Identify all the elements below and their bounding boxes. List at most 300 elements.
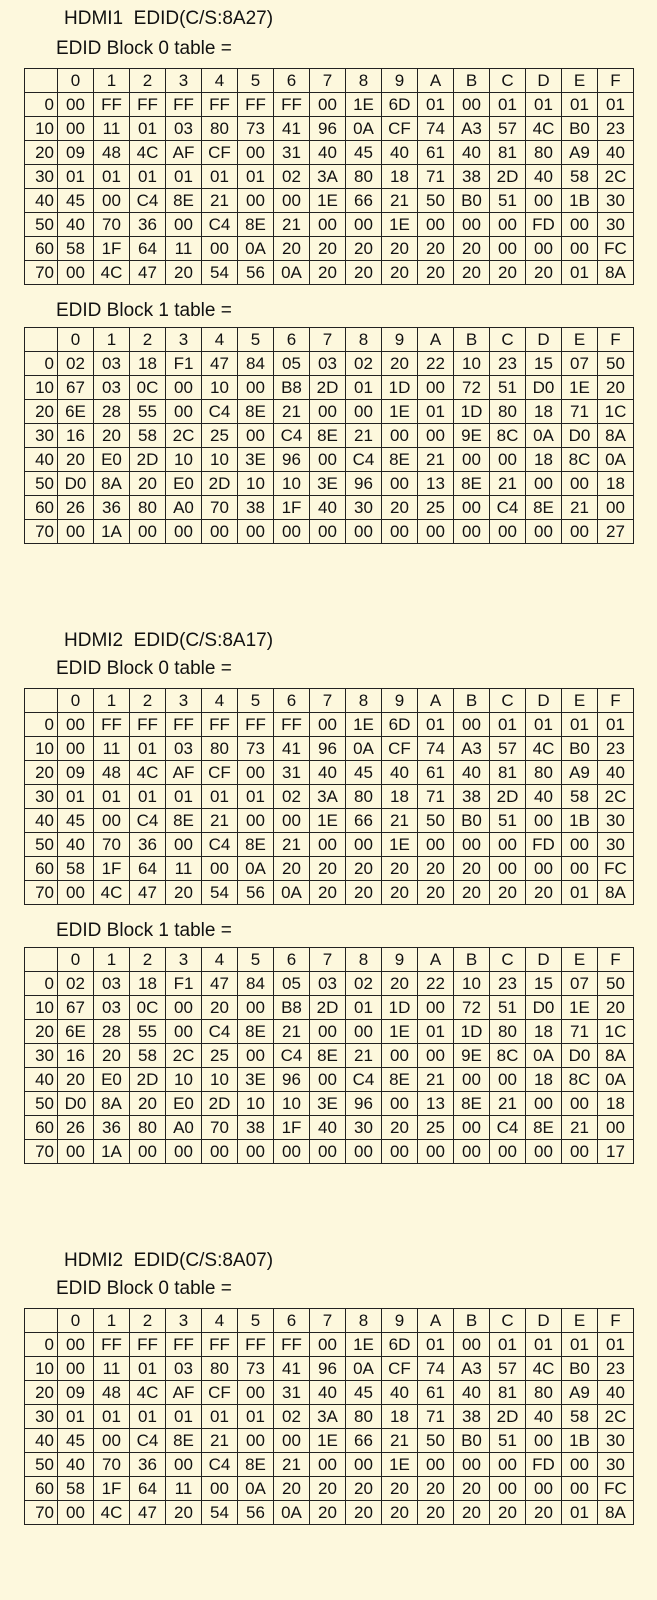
byte-cell: 00 bbox=[454, 833, 490, 857]
byte-cell: 66 bbox=[346, 1429, 382, 1453]
column-header: 8 bbox=[346, 328, 382, 352]
byte-cell: 40 bbox=[526, 1405, 562, 1429]
byte-cell: 01 bbox=[598, 93, 634, 117]
byte-cell: CF bbox=[202, 1381, 238, 1405]
byte-cell: 00 bbox=[310, 400, 346, 424]
byte-cell: 4C bbox=[130, 1381, 166, 1405]
column-header: C bbox=[490, 69, 526, 93]
byte-cell: 00 bbox=[166, 996, 202, 1020]
byte-cell: 70 bbox=[94, 1453, 130, 1477]
byte-cell: FF bbox=[238, 713, 274, 737]
byte-cell: E0 bbox=[166, 1092, 202, 1116]
byte-cell: 80 bbox=[202, 737, 238, 761]
byte-cell: 01 bbox=[202, 165, 238, 189]
byte-cell: 1E bbox=[382, 1453, 418, 1477]
byte-cell: 01 bbox=[346, 376, 382, 400]
byte-cell: 11 bbox=[166, 237, 202, 261]
byte-cell: 70 bbox=[202, 496, 238, 520]
byte-cell: 70 bbox=[202, 1116, 238, 1140]
column-header: 0 bbox=[58, 328, 94, 352]
byte-cell: 70 bbox=[94, 213, 130, 237]
column-header: 1 bbox=[94, 689, 130, 713]
byte-cell: B0 bbox=[562, 1357, 598, 1381]
byte-cell: 13 bbox=[418, 1092, 454, 1116]
byte-cell: FF bbox=[238, 1333, 274, 1357]
byte-cell: 21 bbox=[418, 1068, 454, 1092]
byte-cell: 0A bbox=[346, 737, 382, 761]
table-row bbox=[25, 1405, 634, 1429]
byte-cell: 00 bbox=[490, 833, 526, 857]
byte-cell: 66 bbox=[346, 809, 382, 833]
byte-cell: 00 bbox=[166, 833, 202, 857]
table-row bbox=[25, 1092, 634, 1116]
table-row bbox=[25, 261, 634, 285]
byte-cell: 3E bbox=[310, 472, 346, 496]
byte-cell: 40 bbox=[454, 761, 490, 785]
byte-cell: FF bbox=[202, 713, 238, 737]
byte-cell: 20 bbox=[130, 1092, 166, 1116]
byte-cell: 00 bbox=[382, 520, 418, 544]
byte-cell: 21 bbox=[202, 809, 238, 833]
byte-cell: 71 bbox=[418, 1405, 454, 1429]
column-header: C bbox=[490, 328, 526, 352]
edid-table bbox=[24, 1308, 634, 1525]
byte-cell: 61 bbox=[418, 761, 454, 785]
byte-cell: 80 bbox=[346, 165, 382, 189]
column-header: 0 bbox=[58, 1309, 94, 1333]
byte-cell: 00 bbox=[94, 189, 130, 213]
byte-cell: 03 bbox=[94, 352, 130, 376]
byte-cell: 26 bbox=[58, 1116, 94, 1140]
byte-cell: 11 bbox=[166, 1477, 202, 1501]
byte-cell: 58 bbox=[58, 857, 94, 881]
row-header: 40 bbox=[25, 1068, 58, 1092]
byte-cell: 09 bbox=[58, 1381, 94, 1405]
byte-cell: 51 bbox=[490, 1429, 526, 1453]
column-header: 2 bbox=[130, 948, 166, 972]
byte-cell: 00 bbox=[526, 1092, 562, 1116]
byte-cell: 00 bbox=[274, 189, 310, 213]
byte-cell: 10 bbox=[454, 352, 490, 376]
byte-cell: 1F bbox=[94, 857, 130, 881]
byte-cell: 00 bbox=[202, 857, 238, 881]
byte-cell: 05 bbox=[274, 972, 310, 996]
column-header: 7 bbox=[310, 689, 346, 713]
row-header: 10 bbox=[25, 117, 58, 141]
byte-cell: 81 bbox=[490, 141, 526, 165]
byte-cell: 00 bbox=[598, 1116, 634, 1140]
row-header: 20 bbox=[25, 400, 58, 424]
byte-cell: 55 bbox=[130, 400, 166, 424]
column-header: 5 bbox=[238, 948, 274, 972]
column-header: D bbox=[526, 328, 562, 352]
row-header: 60 bbox=[25, 857, 58, 881]
byte-cell: C4 bbox=[202, 833, 238, 857]
byte-cell: 74 bbox=[418, 737, 454, 761]
byte-cell: 01 bbox=[166, 1405, 202, 1429]
byte-cell: 51 bbox=[490, 809, 526, 833]
byte-cell: 02 bbox=[346, 972, 382, 996]
byte-cell: B0 bbox=[562, 737, 598, 761]
byte-cell: 0A bbox=[346, 1357, 382, 1381]
column-header: 4 bbox=[202, 69, 238, 93]
table-row bbox=[25, 785, 634, 809]
byte-cell: 00 bbox=[310, 833, 346, 857]
byte-cell: 00 bbox=[598, 496, 634, 520]
byte-cell: 10 bbox=[166, 448, 202, 472]
byte-cell: 1B bbox=[562, 189, 598, 213]
table-row bbox=[25, 1477, 634, 1501]
byte-cell: 20 bbox=[202, 996, 238, 1020]
byte-cell: C4 bbox=[202, 1453, 238, 1477]
byte-cell: 00 bbox=[238, 141, 274, 165]
byte-cell: 54 bbox=[202, 881, 238, 905]
byte-cell: 18 bbox=[598, 472, 634, 496]
row-header: 30 bbox=[25, 1405, 58, 1429]
byte-cell: 31 bbox=[274, 761, 310, 785]
byte-cell: 40 bbox=[598, 761, 634, 785]
table-row bbox=[25, 93, 634, 117]
byte-cell: 8C bbox=[562, 1068, 598, 1092]
row-header: 10 bbox=[25, 1357, 58, 1381]
row-header: 30 bbox=[25, 1044, 58, 1068]
byte-cell: 0A bbox=[238, 857, 274, 881]
section-title: HDMI1 EDID(C/S:8A27) bbox=[64, 8, 274, 29]
byte-cell: 57 bbox=[490, 737, 526, 761]
byte-cell: 0A bbox=[598, 448, 634, 472]
byte-cell: 20 bbox=[454, 881, 490, 905]
byte-cell: 2C bbox=[166, 424, 202, 448]
byte-cell: 30 bbox=[598, 213, 634, 237]
row-header: 70 bbox=[25, 1140, 58, 1164]
column-header: 1 bbox=[94, 69, 130, 93]
byte-cell: 4C bbox=[94, 261, 130, 285]
byte-cell: 3A bbox=[310, 1405, 346, 1429]
row-header: 70 bbox=[25, 261, 58, 285]
table-row bbox=[25, 1333, 634, 1357]
byte-cell: C4 bbox=[202, 213, 238, 237]
byte-cell: 02 bbox=[346, 352, 382, 376]
byte-cell: FF bbox=[130, 1333, 166, 1357]
byte-cell: 20 bbox=[382, 1116, 418, 1140]
table-row bbox=[25, 996, 634, 1020]
table-row bbox=[25, 713, 634, 737]
byte-cell: 01 bbox=[490, 93, 526, 117]
byte-cell: 00 bbox=[238, 1381, 274, 1405]
byte-cell: 0A bbox=[274, 261, 310, 285]
byte-cell: 1E bbox=[562, 996, 598, 1020]
byte-cell: 00 bbox=[382, 1092, 418, 1116]
column-header: E bbox=[562, 1309, 598, 1333]
byte-cell: 00 bbox=[418, 833, 454, 857]
byte-cell: 58 bbox=[130, 424, 166, 448]
byte-cell: 00 bbox=[454, 1333, 490, 1357]
column-header: A bbox=[418, 689, 454, 713]
byte-cell: 20 bbox=[310, 1501, 346, 1525]
byte-cell: 2D bbox=[490, 1405, 526, 1429]
column-header: B bbox=[454, 948, 490, 972]
byte-cell: 1C bbox=[598, 400, 634, 424]
byte-cell: 00 bbox=[238, 996, 274, 1020]
column-header: 0 bbox=[58, 689, 94, 713]
byte-cell: 45 bbox=[58, 189, 94, 213]
byte-cell: 10 bbox=[238, 472, 274, 496]
table-row bbox=[25, 400, 634, 424]
byte-cell: 0A bbox=[238, 1477, 274, 1501]
byte-cell: 6E bbox=[58, 400, 94, 424]
byte-cell: 00 bbox=[454, 1140, 490, 1164]
row-header: 60 bbox=[25, 1116, 58, 1140]
byte-cell: FC bbox=[598, 237, 634, 261]
byte-cell: 00 bbox=[526, 809, 562, 833]
byte-cell: 25 bbox=[418, 1116, 454, 1140]
byte-cell: 54 bbox=[202, 1501, 238, 1525]
row-header: 30 bbox=[25, 424, 58, 448]
byte-cell: 38 bbox=[454, 785, 490, 809]
byte-cell: 8E bbox=[166, 1429, 202, 1453]
byte-cell: C4 bbox=[130, 809, 166, 833]
row-header: 40 bbox=[25, 189, 58, 213]
column-header: 4 bbox=[202, 689, 238, 713]
byte-cell: 21 bbox=[274, 213, 310, 237]
byte-cell: FF bbox=[274, 1333, 310, 1357]
byte-cell: 18 bbox=[382, 165, 418, 189]
edid-table bbox=[24, 68, 634, 285]
byte-cell: 11 bbox=[94, 1357, 130, 1381]
row-header: 30 bbox=[25, 165, 58, 189]
row-header: 60 bbox=[25, 1477, 58, 1501]
byte-cell: 27 bbox=[598, 520, 634, 544]
byte-cell: 8A bbox=[598, 1044, 634, 1068]
byte-cell: A0 bbox=[166, 496, 202, 520]
table-header-row bbox=[25, 328, 634, 352]
byte-cell: FF bbox=[166, 713, 202, 737]
byte-cell: 00 bbox=[94, 809, 130, 833]
table-row bbox=[25, 472, 634, 496]
byte-cell: D0 bbox=[526, 996, 562, 1020]
byte-cell: C4 bbox=[202, 1020, 238, 1044]
column-header: 7 bbox=[310, 948, 346, 972]
byte-cell: 20 bbox=[382, 237, 418, 261]
byte-cell: 00 bbox=[562, 472, 598, 496]
byte-cell: 01 bbox=[562, 261, 598, 285]
column-header: 2 bbox=[130, 328, 166, 352]
byte-cell: 00 bbox=[562, 1477, 598, 1501]
byte-cell: 51 bbox=[490, 376, 526, 400]
byte-cell: 20 bbox=[346, 857, 382, 881]
row-header: 70 bbox=[25, 1501, 58, 1525]
byte-cell: 80 bbox=[202, 1357, 238, 1381]
byte-cell: 00 bbox=[310, 1333, 346, 1357]
column-header: 6 bbox=[274, 689, 310, 713]
byte-cell: 8A bbox=[94, 1092, 130, 1116]
byte-cell: 54 bbox=[202, 261, 238, 285]
block-title: EDID Block 0 table = bbox=[56, 658, 232, 679]
byte-cell: FF bbox=[94, 93, 130, 117]
byte-cell: 07 bbox=[562, 352, 598, 376]
byte-cell: 8E bbox=[526, 496, 562, 520]
byte-cell: 11 bbox=[94, 117, 130, 141]
byte-cell: 96 bbox=[274, 1068, 310, 1092]
byte-cell: 1B bbox=[562, 809, 598, 833]
byte-cell: 11 bbox=[166, 857, 202, 881]
table-row bbox=[25, 809, 634, 833]
table-header-row bbox=[25, 948, 634, 972]
byte-cell: 21 bbox=[202, 189, 238, 213]
byte-cell: 00 bbox=[562, 857, 598, 881]
byte-cell: 03 bbox=[166, 737, 202, 761]
column-header: 0 bbox=[58, 69, 94, 93]
byte-cell: 80 bbox=[346, 785, 382, 809]
byte-cell: FF bbox=[238, 93, 274, 117]
byte-cell: 05 bbox=[274, 352, 310, 376]
byte-cell: 10 bbox=[454, 972, 490, 996]
byte-cell: 1E bbox=[382, 400, 418, 424]
column-header: D bbox=[526, 69, 562, 93]
byte-cell: 58 bbox=[562, 1405, 598, 1429]
byte-cell: 01 bbox=[526, 713, 562, 737]
byte-cell: 00 bbox=[274, 520, 310, 544]
byte-cell: 70 bbox=[94, 833, 130, 857]
column-header: 9 bbox=[382, 689, 418, 713]
byte-cell: 00 bbox=[490, 520, 526, 544]
table-row bbox=[25, 761, 634, 785]
byte-cell: B0 bbox=[454, 809, 490, 833]
byte-cell: 2C bbox=[598, 165, 634, 189]
byte-cell: 20 bbox=[346, 1477, 382, 1501]
byte-cell: 00 bbox=[418, 1140, 454, 1164]
byte-cell: 50 bbox=[418, 809, 454, 833]
byte-cell: 00 bbox=[418, 213, 454, 237]
byte-cell: 40 bbox=[310, 496, 346, 520]
byte-cell: 0A bbox=[526, 424, 562, 448]
column-header: 6 bbox=[274, 328, 310, 352]
byte-cell: 28 bbox=[94, 400, 130, 424]
byte-cell: 20 bbox=[454, 237, 490, 261]
byte-cell: 45 bbox=[346, 1381, 382, 1405]
byte-cell: B8 bbox=[274, 996, 310, 1020]
byte-cell: 36 bbox=[94, 1116, 130, 1140]
byte-cell: 00 bbox=[526, 857, 562, 881]
row-header: 20 bbox=[25, 761, 58, 785]
byte-cell: 00 bbox=[238, 424, 274, 448]
byte-cell: 74 bbox=[418, 117, 454, 141]
byte-cell: 00 bbox=[58, 261, 94, 285]
column-header: C bbox=[490, 948, 526, 972]
byte-cell: 1F bbox=[94, 237, 130, 261]
byte-cell: 1D bbox=[454, 400, 490, 424]
byte-cell: C4 bbox=[274, 424, 310, 448]
byte-cell: 00 bbox=[562, 213, 598, 237]
byte-cell: FF bbox=[130, 93, 166, 117]
byte-cell: C4 bbox=[346, 1068, 382, 1092]
byte-cell: 2C bbox=[598, 1405, 634, 1429]
byte-cell: 73 bbox=[238, 117, 274, 141]
byte-cell: 8E bbox=[382, 448, 418, 472]
byte-cell: 31 bbox=[274, 1381, 310, 1405]
byte-cell: 58 bbox=[562, 165, 598, 189]
byte-cell: 11 bbox=[94, 737, 130, 761]
byte-cell: 8E bbox=[238, 1020, 274, 1044]
byte-cell: 51 bbox=[490, 996, 526, 1020]
byte-cell: 01 bbox=[94, 785, 130, 809]
byte-cell: 81 bbox=[490, 1381, 526, 1405]
byte-cell: 01 bbox=[202, 785, 238, 809]
byte-cell: 8E bbox=[238, 213, 274, 237]
byte-cell: 81 bbox=[490, 761, 526, 785]
byte-cell: 10 bbox=[274, 472, 310, 496]
byte-cell: 00 bbox=[238, 1429, 274, 1453]
byte-cell: 47 bbox=[202, 352, 238, 376]
byte-cell: 21 bbox=[274, 400, 310, 424]
byte-cell: C4 bbox=[130, 1429, 166, 1453]
byte-cell: 74 bbox=[418, 1357, 454, 1381]
column-header: 5 bbox=[238, 689, 274, 713]
column-header: 9 bbox=[382, 1309, 418, 1333]
byte-cell: 80 bbox=[526, 1381, 562, 1405]
byte-cell: 71 bbox=[562, 400, 598, 424]
byte-cell: 01 bbox=[418, 1333, 454, 1357]
byte-cell: 18 bbox=[382, 785, 418, 809]
byte-cell: 01 bbox=[130, 1357, 166, 1381]
byte-cell: F1 bbox=[166, 972, 202, 996]
byte-cell: 00 bbox=[58, 1140, 94, 1164]
row-header: 0 bbox=[25, 713, 58, 737]
byte-cell: 18 bbox=[130, 352, 166, 376]
column-header: 2 bbox=[130, 689, 166, 713]
byte-cell: 30 bbox=[598, 809, 634, 833]
row-header: 20 bbox=[25, 1381, 58, 1405]
row-header: 50 bbox=[25, 1092, 58, 1116]
byte-cell: B0 bbox=[454, 1429, 490, 1453]
byte-cell: 2D bbox=[130, 1068, 166, 1092]
byte-cell: 3A bbox=[310, 785, 346, 809]
byte-cell: 00 bbox=[202, 1477, 238, 1501]
byte-cell: 02 bbox=[58, 972, 94, 996]
column-header: 7 bbox=[310, 1309, 346, 1333]
byte-cell: C4 bbox=[130, 189, 166, 213]
byte-cell: 00 bbox=[382, 424, 418, 448]
block-title: EDID Block 1 table = bbox=[56, 300, 232, 321]
byte-cell: CF bbox=[382, 117, 418, 141]
byte-cell: 80 bbox=[490, 1020, 526, 1044]
byte-cell: 57 bbox=[490, 1357, 526, 1381]
byte-cell: 71 bbox=[562, 1020, 598, 1044]
byte-cell: 16 bbox=[58, 424, 94, 448]
byte-cell: FD bbox=[526, 213, 562, 237]
byte-cell: 01 bbox=[598, 1333, 634, 1357]
byte-cell: FF bbox=[94, 1333, 130, 1357]
column-header: 9 bbox=[382, 948, 418, 972]
table-row bbox=[25, 1020, 634, 1044]
column-header: 8 bbox=[346, 69, 382, 93]
byte-cell: FF bbox=[166, 93, 202, 117]
byte-cell: 0A bbox=[346, 117, 382, 141]
table-row bbox=[25, 1116, 634, 1140]
column-header: 6 bbox=[274, 1309, 310, 1333]
byte-cell: 21 bbox=[202, 1429, 238, 1453]
byte-cell: 40 bbox=[382, 1381, 418, 1405]
table-row bbox=[25, 1501, 634, 1525]
column-header: 1 bbox=[94, 1309, 130, 1333]
row-header: 50 bbox=[25, 213, 58, 237]
byte-cell: 03 bbox=[94, 972, 130, 996]
byte-cell: 01 bbox=[346, 996, 382, 1020]
byte-cell: 20 bbox=[274, 857, 310, 881]
block-title: EDID Block 0 table = bbox=[56, 1278, 232, 1299]
byte-cell: 00 bbox=[490, 857, 526, 881]
byte-cell: FF bbox=[274, 713, 310, 737]
